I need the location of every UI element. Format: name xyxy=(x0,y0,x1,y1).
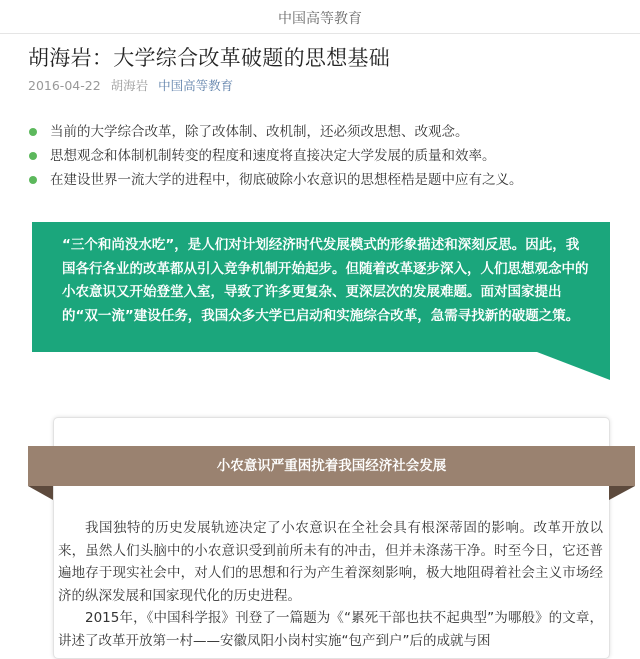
section-heading: 小农意识严重困扰着我国经济社会发展 xyxy=(216,458,447,474)
highlight-text: 思想观念和体制机制转变的程度和速度将直接决定大学发展的质量和效率。 xyxy=(50,148,496,164)
article-meta xyxy=(28,76,239,94)
bullet-dot-icon xyxy=(29,176,37,184)
publish-date: 2016-04-22 xyxy=(28,78,101,93)
body-paragraph: 2015年，《中国科学报》刊登了一篇题为《“累死干部也扶不起典型”为哪般》的文章，讲述了改革开放第一村——安徽凤阳小岗村实施“包产到户”后的成就与困 xyxy=(58,610,603,649)
highlight-item xyxy=(22,168,523,192)
body-paragraph: 我国独特的历史发展轨迹决定了小农意识在全社会具有根深蒂固的影响。改革开放以来，虽然人们头脑中的小农意识受到前所未有的冲击，但并未涤荡干净。时至今日，它还普遍地存于现实社会中，对人们的思想和行为产生着深刻影响，极大地阻碍着社会主义市场经济的纵深发展和国家现代化的历史进程。 xyxy=(58,520,603,604)
highlight-text: 在建设世界一流大学的进程中，彻底破除小农意识的思想桎梏是题中应有之义。 xyxy=(50,172,523,188)
highlights-list xyxy=(22,120,523,192)
bullet-dot-icon xyxy=(29,128,37,136)
header-divider xyxy=(0,33,640,34)
section-body xyxy=(58,517,603,652)
ribbon-fold-left-decoration xyxy=(28,486,53,500)
highlight-text: 当前的大学综合改革，除了改体制、改机制，还必须改思想、改观念。 xyxy=(50,124,469,140)
bullet-dot-icon xyxy=(29,152,37,160)
article-title: 胡海岩：大学综合改革破题的思想基础 xyxy=(28,46,391,70)
account-name[interactable]: 中国高等教育 xyxy=(278,11,362,27)
quote-text: “三个和尚没水吃”，是人们对计划经济时代发展模式的形象描述和深刻反思。因此，我国各行各业的改革都从引入竞争机制开始起步。但随着改革逐步深入，人们思想观念中的小农意识又开始登堂入室，导致了许多更复杂、更深层次的发展难题。面对国家提出的“双一流”建设任务，我国众多大学已启动和实施综合改革，急需寻找新的破题之策。 xyxy=(62,237,589,324)
quote-tail-decoration xyxy=(537,352,610,380)
highlight-item xyxy=(22,144,523,168)
highlight-item xyxy=(22,120,523,144)
ribbon-fold-right-decoration xyxy=(609,486,635,500)
quote-box xyxy=(32,222,610,352)
section-heading-ribbon xyxy=(28,446,635,486)
author-name: 胡海岩 xyxy=(110,78,149,93)
source-link[interactable]: 中国高等教育 xyxy=(158,78,234,93)
